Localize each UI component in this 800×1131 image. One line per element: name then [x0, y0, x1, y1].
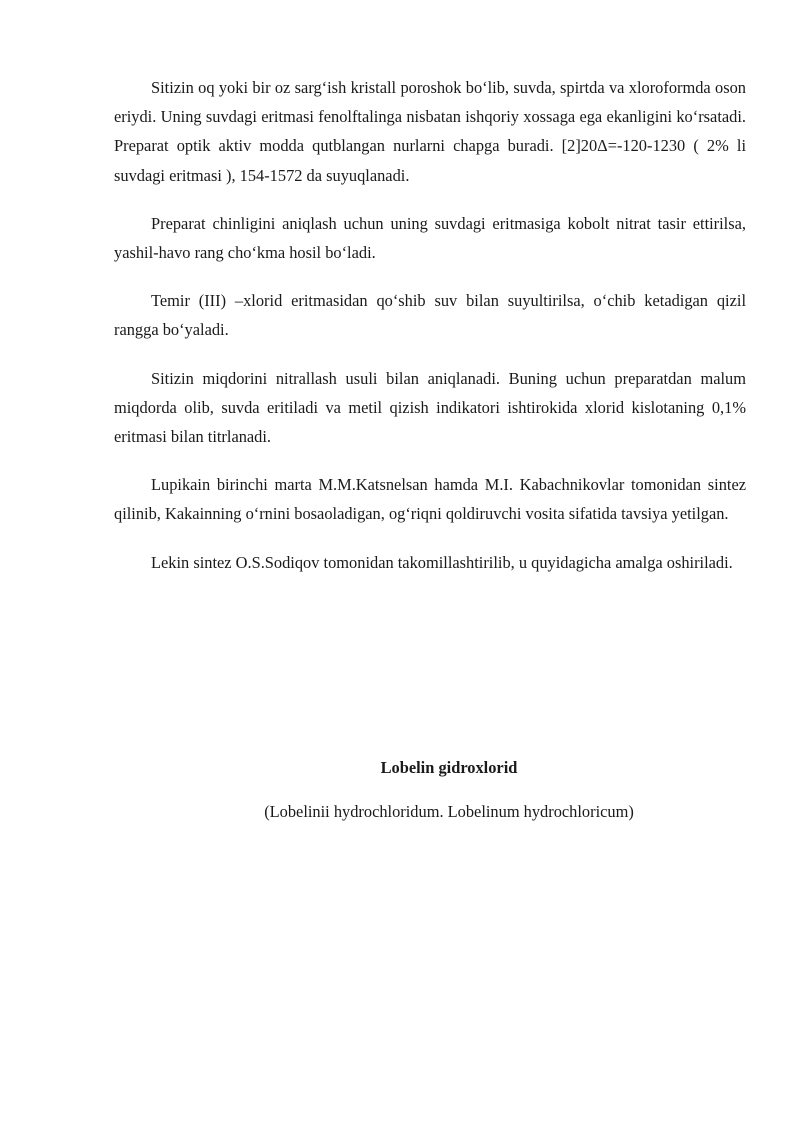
- paragraph-quantitative-analysis: Sitizin miqdorini nitrallash usuli bilan aniqlanadi. Buning uchun preparatdan malum miqdorda olib, suvda eritiladi va metil qizish indikatori ishtirokida xlorid kislotaning 0,1% eritmasi bilan titrlanadi.: [114, 368, 746, 447]
- paragraph-lupikain: Lupikain birinchi marta M.M.Katsnelsan hamda M.I. Kabachnikovlar tomonidan sintez qilinib, Kakainning o‘rnini bosaoladigan, og‘riqni qoldiruvchi vosita sifatida tavsiya yetilgan.: [114, 475, 746, 524]
- document-body: [114, 73, 746, 596]
- section-subheading: (Lobelinii hydrochloridum. Lobelinum hydrochloricum): [264, 802, 634, 821]
- paragraph-sitizin-properties: Sitizin oq yoki bir oz sarg‘ish kristall poroshok bo‘lib, suvda, spirtda va xloroformda oson eriydi. Uning suvdagi eritmasi fenolftalinga nisbatan ishqoriy xossaga ega ekanligini ko‘rsatadi. Preparat optik aktiv modda qutblangan nurlarni chapga buradi. [2]20Δ=-120-1230 ( 2% li suvdagi eritmasi ), 154-1572 da suyuqlanadi.: [114, 78, 746, 185]
- paragraph-synthesis: Lekin sintez O.S.Sodiqov tomonidan takomillashtirilib, u quyidagicha amalga oshiriladi.: [151, 552, 733, 572]
- paragraph-identification: Preparat chinligini aniqlash uchun uning suvdagi eritmasiga kobolt nitrat tasir ettirilsa, yashil-havo rang cho‘kma hosil bo‘ladi.: [114, 213, 746, 263]
- paragraph-iron-chloride-test: Temir (III) –xlorid eritmasidan qo‘shib suv bilan suyultirilsa, o‘chib ketadigan qizil rangga bo‘yaladi.: [114, 291, 746, 340]
- section-heading: Lobelin gidroxlorid: [380, 758, 518, 777]
